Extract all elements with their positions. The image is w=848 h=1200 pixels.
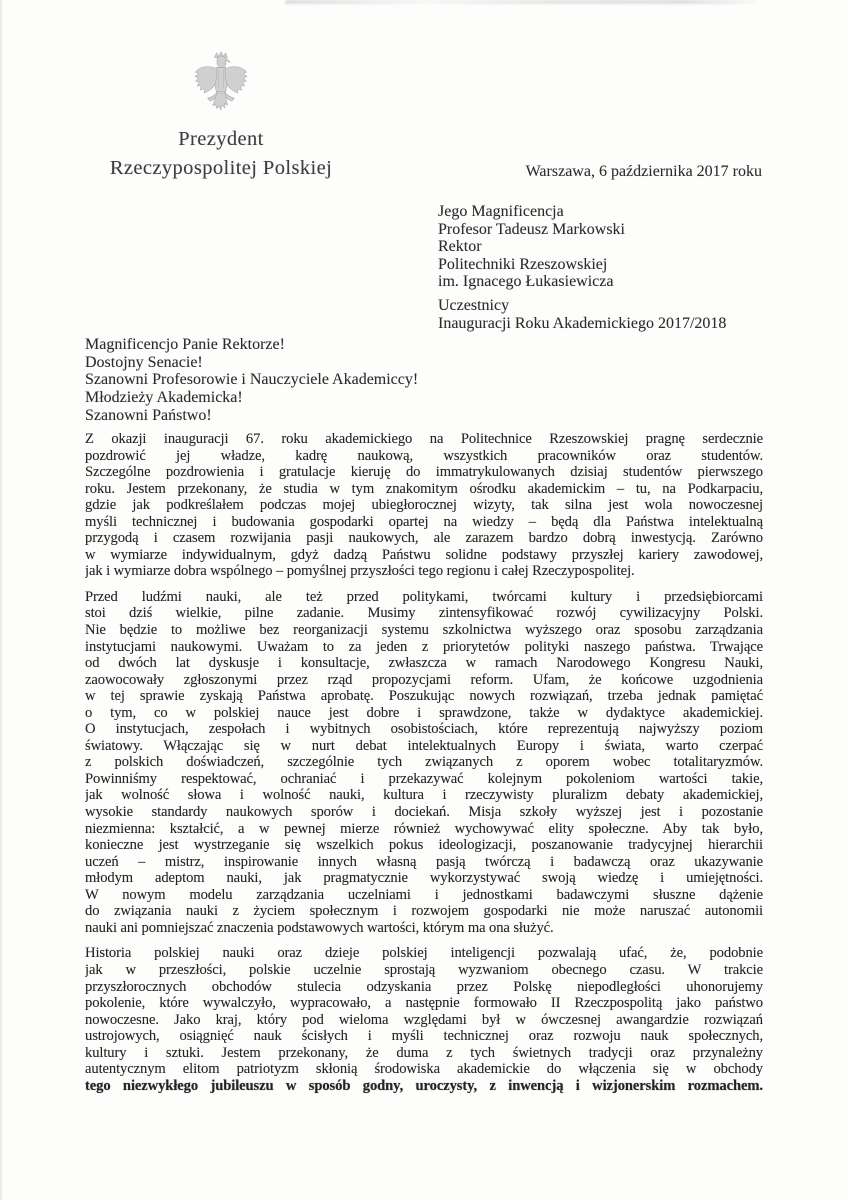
text-line: gdzie jak podkreślałem podczas mojej ubiegłorocznej wizyty, tak silna jest wola nowoczesnej — [85, 497, 763, 514]
text-line: młodym adeptom nauki, jak pragmatycznie wykorzystywać swoją wiedzę i umiejętności. — [85, 870, 763, 887]
text-line: Szczególne pozdrowienia i gratulacje kieruję do immatrykulowanych dzisiaj studentów pierwszego — [85, 464, 763, 481]
text-line: Dostojny Senacie! — [85, 353, 203, 371]
paragraph — [85, 589, 763, 936]
salutation-block — [85, 336, 418, 425]
text-line: Historia polskiej nauki oraz dzieje polskiej inteligencji pozwalają ufać, że, podobnie — [85, 945, 763, 962]
text-line: zaowocowały zgłoszonymi przez rząd propozycjami reform. Ufam, że końcowe uzgodnienia — [85, 671, 763, 688]
text-line: W nowym modelu zarządzania uczelniami i jednostkami badawczymi słuszne dążenie — [85, 886, 763, 903]
text-line: Nie będzie to możliwe bez reorganizacji systemu szkolnictwa wyższego oraz sposobu zarządzania — [85, 622, 763, 639]
text-line: wysokie standardy naukowych sporów i dociekań. Misja szkoły wyższej jest i pozostanie — [85, 804, 763, 821]
date-line: Warszawa, 6 października 2017 roku — [525, 163, 762, 180]
text-line: im. Ignacego Łukasiewicza — [438, 273, 614, 291]
addressee-block — [438, 203, 726, 332]
text-line: myśli technicznej i budowania gospodarki opartej na wiedzy – będą dla Państwa intelektualną — [85, 513, 763, 530]
text-line: jak i wymiarze dobra wspólnego – pomyślnej przyszłości tego regionu i całej Rzeczypospolitej. — [85, 563, 635, 580]
text-line: Magnificencjo Panie Rektorze! — [85, 336, 285, 353]
text-line: Szanowni Państwo! — [85, 406, 212, 424]
scan-artifact-left — [0, 0, 2, 1200]
text-line: Rektor — [438, 238, 482, 256]
text-line: nauki ani pomniejszać znaczenia podstawowych wartości, którym ma ona służyć. — [85, 919, 554, 936]
text-line: przyszłorocznych obchodów stulecia odzyskania przez Polskę niepodległości uhonorujemy — [85, 978, 763, 995]
letter-body — [85, 431, 763, 1094]
text-line: od dwóch lat dyskusje i konsultacje, zwłaszcza w ramach Narodowego Kongresu Nauki, — [85, 655, 763, 672]
text-line: Inauguracji Roku Akademickiego 2017/2018 — [438, 314, 727, 332]
text-line: Z okazji inauguracji 67. roku akademickiego na Politechnice Rzeszowskiej pragnę serdecznie — [85, 431, 763, 447]
text-line: ustrojowych, osiągnięć nauk ścisłych i myśli technicznej oraz rozwoju nauk społecznych, — [85, 1028, 763, 1045]
text-line: uczeń – mistrz, inspirowanie innych własną pasją twórczą i badawczą oraz ukazywanie — [85, 853, 763, 870]
paragraph — [85, 945, 763, 1094]
text-line: w tej sprawie zyskają Państwa aprobatę. Poszukując nowych rozwiązań, trzeba jednak pamiętać — [85, 688, 763, 705]
text-line: Jego Magnificencja — [438, 203, 564, 220]
addressee-secondary — [438, 297, 726, 332]
text-line: Młodzieży Akademicka! — [85, 389, 243, 407]
text-line: pozdrowić jej władze, kadrę naukową, wszystkich pracowników oraz studentów. — [85, 447, 763, 464]
text-line: jak wolność słowa i wolność nauki, kultura i rzeczywisty pluralizm debaty akademickiej, — [85, 787, 763, 804]
text-line: nowoczesne. Jako kraj, który pod wieloma względami był w ówczesnej awangardzie rozwiązań — [85, 1011, 763, 1028]
text-line: do związania nauki z życiem społecznym i rozwojem gospodarki nie może naruszać autonomii — [85, 903, 763, 920]
text-line: przygodą i czasem rozwijania pasji naukowych, ale zarazem bardzo dobrą inwestycją. Zarówno — [85, 530, 763, 547]
text-line: jak w przeszłości, polskie uczelnie sprostają wyzwaniom obecnego czasu. W trakcie — [85, 961, 763, 978]
text-line: niezmienna: kształcić, a w pewnej mierze również wychowywać elity społeczne. Aby tak było, — [85, 820, 763, 837]
text-line: konieczne jest wystrzeganie się wszelkich pokus ideologizacji, poszanowanie tradycyjnej hierarchii — [85, 837, 763, 854]
text-line: o tym, co w polskiej nauce jest dobre i sprawdzone, także w dydaktyce akademickiej. — [85, 704, 763, 721]
text-line: światowy. Włączając się w nurt debat intelektualnych Europy i świata, warto czerpać — [85, 737, 763, 754]
text-line: w wymiarze indywidualnym, gdyż dadzą Państwu solidne podstawy przyszłej kariery zawodowej, — [85, 546, 763, 563]
text-line: Politechniki Rzeszowskiej — [438, 255, 608, 273]
text-line: z polskich doświadczeń, szczególnie tych związanych z oporem wobec totalitaryzmów. — [85, 754, 763, 771]
text-line: Powinniśmy respektować, ochraniać i przekazywać kolejnym pokoleniom wartości takie, — [85, 770, 763, 787]
polish-white-eagle-icon — [192, 50, 250, 122]
text-line: pokolenie, które wywalczyło, wypracowało, a następnie formowało II Rzeczpospolitą jako państwo — [85, 995, 763, 1012]
text-line: stoi dziś wielkie, pilne zadanie. Musimy zintensyfikować rozwój cywilizacyjny Polski. — [85, 605, 763, 622]
letterhead — [90, 50, 352, 179]
letterhead-title-line2: Rzeczypospolitej Polskiej — [109, 156, 333, 179]
text-line: instytucjami naukowymi. Uważam to za jeden z priorytetów polityki naszego państwa. Trwające — [85, 638, 763, 655]
text-line: Szanowni Profesorowie i Nauczyciele Akademiccy! — [85, 371, 419, 389]
text-line: Uczestnicy — [438, 296, 510, 314]
scan-artifact-top — [285, 0, 755, 4]
text-line: O instytucjach, zespołach i wybitnych osobistościach, które reprezentują najwyższy poziom — [85, 721, 763, 738]
letterhead-title-line1: Prezydent — [178, 128, 264, 150]
text-line: tego niezwykłego jubileuszu w sposób godny, uroczysty, z inwencją i wizjonerskim rozmachem. — [85, 1077, 763, 1094]
paragraph — [85, 431, 763, 580]
text-line: roku. Jestem przekonany, że studia w tym znakomitym ośrodku akademickim – tu, na Podkarpaciu, — [85, 480, 763, 497]
text-line: kultury i sztuki. Jestem przekonany, że duma z tych świetnych tradycji oraz przynależny — [85, 1044, 763, 1061]
text-line: autentycznym elitom patriotyzm skłonią środowiska akademickie do włączenia się w obchody — [85, 1061, 763, 1078]
text-line: Przed ludźmi nauki, ale też przed politykami, twórcami kultury i przedsiębiorcami — [85, 588, 763, 605]
text-line: Profesor Tadeusz Markowski — [438, 220, 625, 238]
addressee-primary — [438, 203, 726, 291]
